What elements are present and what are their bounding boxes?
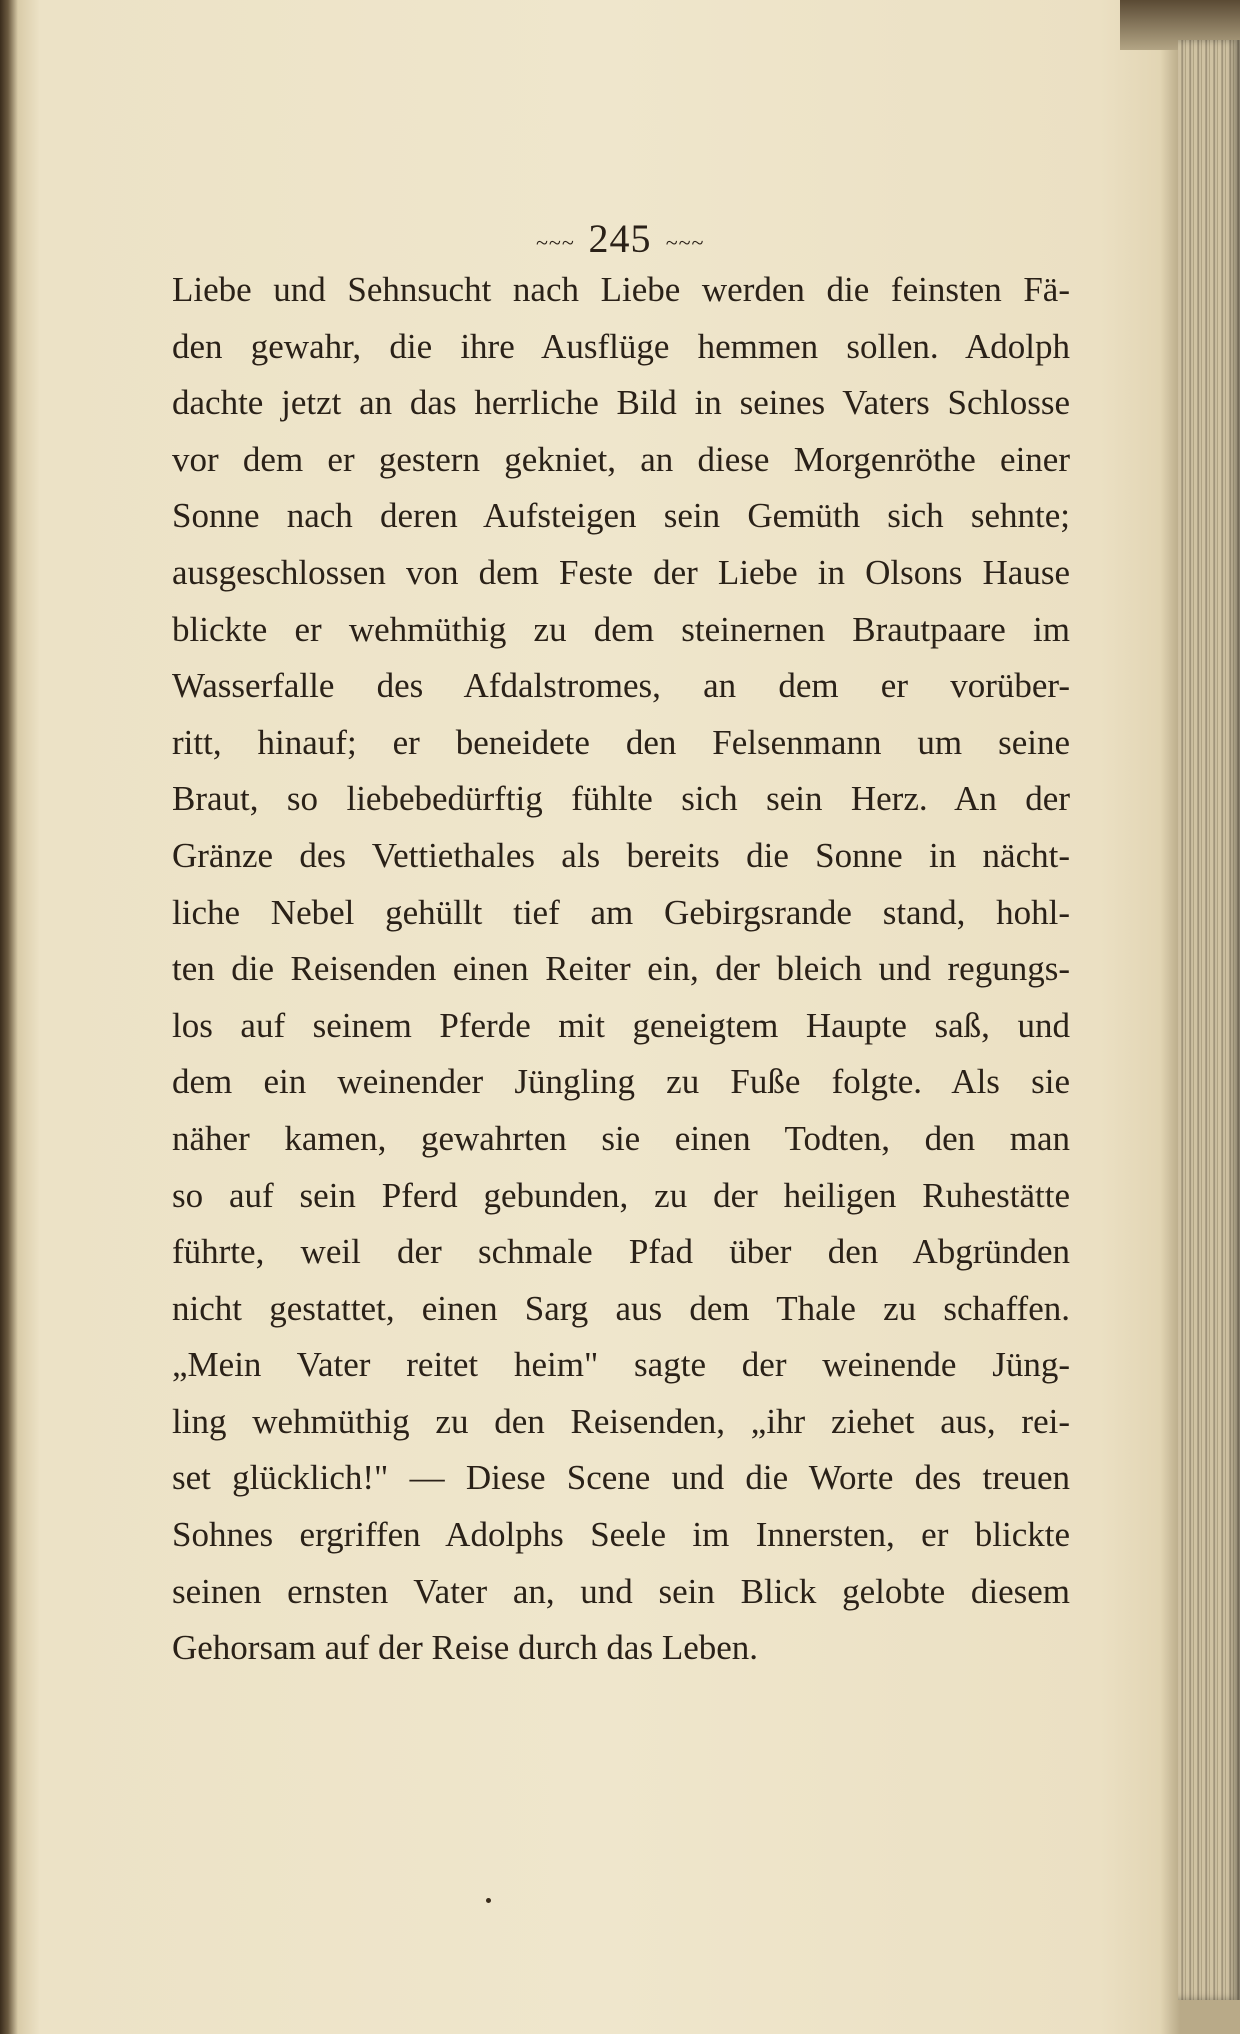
text-line: dem ein weinender Jüngling zu Fuße folgte. Als sie (172, 1062, 1070, 1102)
text-line: näher kamen, gewahrten sie einen Todten, den man (172, 1118, 1070, 1158)
text-line: Braut, so liebebedürftig fühlte sich sein Herz. An der (172, 779, 1070, 819)
text-line: Gränze des Vettiethales als bereits die Sonne in nächt- (172, 835, 1070, 875)
text-line: ritt, hinauf; er beneidete den Felsenmann um seine (172, 722, 1070, 762)
page-number: 245 (588, 216, 652, 261)
text-line: ling wehmüthig zu den Reisenden, „ihr ziehet aus, rei- (172, 1401, 1070, 1441)
text-line: nicht gestattet, einen Sarg aus dem Thale zu schaffen. (172, 1288, 1070, 1328)
text-line: Gehorsam auf der Reise durch das Leben. (172, 1628, 759, 1668)
text-line: Wasserfalle des Afdalstromes, an dem er vorüber- (172, 666, 1070, 706)
text-line: seinen ernsten Vater an, und sein Blick gelobte diesem (172, 1571, 1070, 1611)
page-header (0, 215, 1240, 262)
text-line: ten die Reisenden einen Reiter ein, der bleich und regungs- (172, 949, 1070, 989)
text-line: los auf seinem Pferde mit geneigtem Haupte saß, und (172, 1005, 1070, 1045)
text-line: Liebe und Sehnsucht nach Liebe werden die feinsten Fä- (172, 270, 1070, 309)
page-stack-edges (1178, 40, 1240, 2000)
text-line: blickte er wehmüthig zu dem steinernen Brautpaare im (172, 609, 1070, 649)
ornament-left: ~~~ (535, 229, 575, 255)
text-line: dachte jetzt an das herrliche Bild in seines Vaters Schlosse (172, 383, 1070, 423)
text-line: „Mein Vater reitet heim" sagte der weinende Jüng- (172, 1345, 1070, 1385)
text-line: Sonne nach deren Aufsteigen sein Gemüth sich sehnte; (172, 496, 1070, 536)
text-line: den gewahr, die ihre Ausflüge hemmen sollen. Adolph (172, 326, 1070, 366)
ornament-right: ~~~ (665, 229, 705, 255)
text-line: so auf sein Pferd gebunden, zu der heiligen Ruhestätte (172, 1175, 1070, 1215)
text-line: liche Nebel gehüllt tief am Gebirgsrande stand, hohl- (172, 892, 1070, 932)
text-line: Sohnes ergriffen Adolphs Seele im Innersten, er blickte (172, 1515, 1070, 1555)
text-line: vor dem er gestern gekniet, an diese Morgenröthe einer (172, 439, 1070, 479)
text-line: führte, weil der schmale Pfad über den Abgründen (172, 1232, 1070, 1272)
text-line: set glücklich!" — Diese Scene und die Worte des treuen (172, 1458, 1070, 1498)
text-line: ausgeschlossen von dem Feste der Liebe in Olsons Hause (172, 552, 1070, 592)
print-mark (486, 1898, 491, 1903)
body-text (172, 262, 1070, 1677)
